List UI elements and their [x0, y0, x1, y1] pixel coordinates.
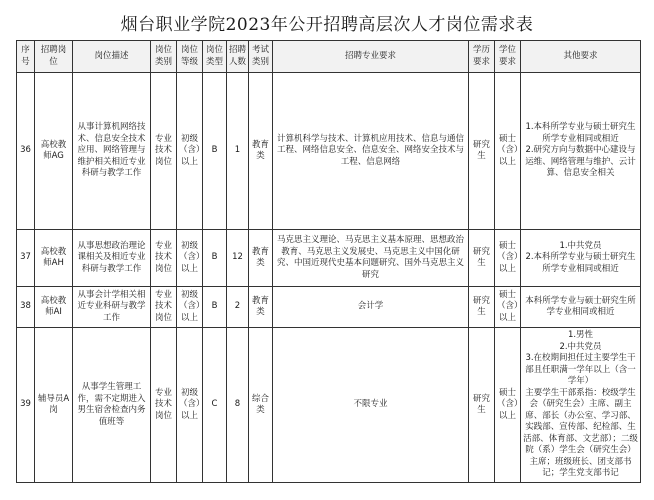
col-header-description: 岗位描述 — [73, 41, 151, 73]
cell-exam: 教育类 — [249, 287, 273, 328]
cell-education: 研究生 — [469, 328, 495, 483]
cell-category: 专业技术岗位 — [151, 73, 177, 230]
cell-count: 12 — [227, 230, 249, 287]
cell-type: B — [203, 73, 227, 230]
cell-description: 从事计算机网络技术、信息安全技术应用、网络管理与维护相关相近专业科研与教学工作 — [73, 73, 151, 230]
col-header-category: 岗位类别 — [151, 41, 177, 73]
table-row — [17, 328, 641, 483]
cell-education: 研究生 — [469, 73, 495, 230]
cell-category: 专业技术岗位 — [151, 287, 177, 328]
cell-position: 高校教师AG — [35, 73, 73, 230]
cell-position: 辅导员A岗 — [35, 328, 73, 483]
cell-other: 1.本科所学专业与硕士研究生所学专业相同或相近 2.研究方向与数据中心建设与运维、网络管理与维护、云计算、信息安全相关 — [521, 73, 641, 230]
cell-category: 专业技术岗位 — [151, 230, 177, 287]
col-header-other: 其他要求 — [521, 41, 641, 73]
cell-majors: 计算机科学与技术、计算机应用技术、信息与通信工程、网络信息安全、信息安全、网络安全技术与工程、信息网络 — [273, 73, 469, 230]
cell-exam: 教育类 — [249, 230, 273, 287]
cell-no: 37 — [17, 230, 35, 287]
col-header-majors: 招聘专业要求 — [273, 41, 469, 73]
cell-no: 36 — [17, 73, 35, 230]
cell-description: 从事学生管理工作，需不定期进入男生宿舍检查内务值班等 — [73, 328, 151, 483]
cell-degree: 硕士（含）以上 — [495, 287, 521, 328]
table-row — [17, 230, 641, 287]
cell-no: 39 — [17, 328, 35, 483]
cell-education: 研究生 — [469, 287, 495, 328]
cell-type: B — [203, 230, 227, 287]
col-header-exam: 考试类别 — [249, 41, 273, 73]
col-header-level: 岗位等级 — [177, 41, 203, 73]
cell-category: 专业技术岗位 — [151, 328, 177, 483]
cell-exam: 综合类 — [249, 328, 273, 483]
col-header-no: 序号 — [17, 41, 35, 73]
col-header-count: 招聘人数 — [227, 41, 249, 73]
cell-majors: 不限专业 — [273, 328, 469, 483]
cell-other: 1.男性 2.中共党员 3.在校期间担任过主要学生干部且任职满一学年以上（含一学年） 主要学生干部系指：校级学生会（研究生会）主席、副主席、部长（办公室、学习部、实践部、宣传部、纪检部、生活部、体育部、文艺部）；二级院（系）学生会（研究生会）主席；班级班长、团支部书记；学生党支部书记 — [521, 328, 641, 483]
cell-majors: 马克思主义理论、马克思主义基本原理、思想政治教育、马克思主义发展史、马克思主义中国化研究、中国近现代史基本问题研究、国外马克思主义研究 — [273, 230, 469, 287]
cell-type: C — [203, 328, 227, 483]
cell-count: 1 — [227, 73, 249, 230]
page-title: 烟台职业学院2023年公开招聘高层次人才岗位需求表 — [120, 15, 534, 35]
cell-count: 2 — [227, 287, 249, 328]
cell-no: 38 — [17, 287, 35, 328]
cell-position: 高校教师AH — [35, 230, 73, 287]
col-header-position: 招聘岗位 — [35, 41, 73, 73]
cell-level: 初级（含）以上 — [177, 287, 203, 328]
col-header-education: 学历要求 — [469, 41, 495, 73]
table-row — [17, 287, 641, 328]
col-header-type: 岗位类型 — [203, 41, 227, 73]
cell-position: 高校教师AI — [35, 287, 73, 328]
cell-degree: 硕士（含）以上 — [495, 230, 521, 287]
cell-degree: 硕士（含）以上 — [495, 328, 521, 483]
cell-type: B — [203, 287, 227, 328]
cell-other: 1.中共党员 2.本科所学专业与硕士研究生所学专业相同或相近 — [521, 230, 641, 287]
cell-other: 本科所学专业与硕士研究生所学专业相同或相近 — [521, 287, 641, 328]
recruitment-table — [16, 40, 641, 483]
table-row — [17, 73, 641, 230]
cell-level: 初级（含）以上 — [177, 328, 203, 483]
header-row — [17, 41, 641, 73]
cell-level: 初级（含）以上 — [177, 73, 203, 230]
cell-description: 从事思想政治理论课相关及相近专业科研与教学工作 — [73, 230, 151, 287]
cell-count: 8 — [227, 328, 249, 483]
cell-majors: 会计学 — [273, 287, 469, 328]
cell-exam: 教育类 — [249, 73, 273, 230]
cell-description: 从事会计学相关相近专业科研与教学工作 — [73, 287, 151, 328]
col-header-degree: 学位要求 — [495, 41, 521, 73]
cell-degree: 硕士（含）以上 — [495, 73, 521, 230]
cell-level: 初级（含）以上 — [177, 230, 203, 287]
cell-education: 研究生 — [469, 230, 495, 287]
